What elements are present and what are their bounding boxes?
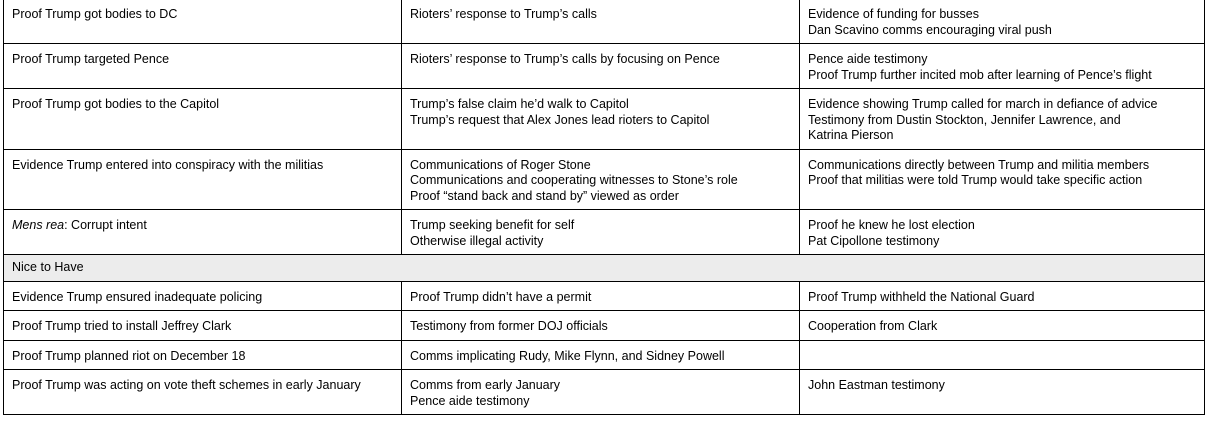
cell-line: Proof Trump got bodies to the Capitol — [12, 97, 220, 111]
table-cell — [800, 281, 1205, 311]
cell-line — [12, 218, 393, 234]
cell-line: Pence aide testimony — [808, 52, 928, 66]
cell-line: Proof he knew he lost election — [808, 218, 975, 232]
table-cell — [800, 89, 1205, 150]
table-row — [4, 89, 1205, 150]
table-cell — [402, 370, 800, 415]
cell-line: Evidence Trump entered into conspiracy with the militias — [12, 157, 324, 172]
cell-line: Comms implicating Rudy, Mike Flynn, and Sidney Powell — [410, 348, 725, 363]
table-cell — [4, 210, 402, 255]
cell-text: : Corrupt intent — [64, 218, 147, 232]
table-row — [4, 210, 1205, 255]
table-row — [4, 311, 1205, 341]
cell-line: Testimony from Dustin Stockton, Jennifer Lawrence, and — [808, 112, 1121, 127]
table-cell — [4, 89, 402, 150]
table-cell — [4, 370, 402, 415]
cell-line: Proof “stand back and stand by” viewed as order — [410, 188, 679, 203]
cell-line: Proof Trump didn’t have a permit — [410, 289, 592, 304]
section-header-row — [4, 255, 1205, 282]
table-cell — [800, 149, 1205, 210]
cell-line: John Eastman testimony — [808, 378, 945, 392]
table-cell — [4, 44, 402, 89]
cell-line: Proof Trump tried to install Jeffrey Clark — [12, 319, 232, 333]
table-cell — [402, 210, 800, 255]
table-cell — [4, 340, 402, 370]
cell-line: Trump’s request that Alex Jones lead rioters to Capitol — [410, 112, 710, 127]
mens-rea-italic: Mens rea — [12, 218, 65, 232]
table-cell — [800, 311, 1205, 341]
cell-line: Proof Trump got bodies to DC — [12, 7, 178, 21]
table-cell — [800, 370, 1205, 415]
section-header: Nice to Have — [4, 255, 1205, 282]
cell-line: Proof Trump was acting on vote theft schemes in early January — [12, 378, 361, 392]
cell-line: Rioters’ response to Trump’s calls by focusing on Pence — [410, 52, 720, 66]
cell-line: Communications of Roger Stone — [410, 157, 591, 172]
table-row — [4, 281, 1205, 311]
evidence-table — [3, 0, 1205, 415]
table-cell — [402, 340, 800, 370]
cell-line: Proof that militias were told Trump would take specific action — [808, 173, 1143, 187]
table-cell — [800, 44, 1205, 89]
cell-line: Evidence of funding for busses — [808, 7, 979, 21]
cell-line: Katrina Pierson — [808, 128, 894, 142]
table-row — [4, 44, 1205, 89]
table-cell — [4, 149, 402, 210]
cell-line: Proof Trump planned riot on December 18 — [12, 348, 246, 363]
cell-line — [808, 349, 1196, 365]
cell-line: Cooperation from Clark — [808, 319, 938, 333]
table-cell — [402, 89, 800, 150]
cell-line: Communications and cooperating witnesses to Stone’s role — [410, 173, 738, 187]
table-cell — [800, 340, 1205, 370]
cell-line: Dan Scavino comms encouraging viral push — [808, 22, 1052, 37]
table-cell — [800, 0, 1205, 44]
cell-line: Comms from early January — [410, 378, 561, 392]
cell-line: Proof Trump withheld the National Guard — [808, 289, 1035, 304]
table-row — [4, 340, 1205, 370]
table-cell — [4, 281, 402, 311]
table-cell — [402, 0, 800, 44]
table-row — [4, 370, 1205, 415]
cell-line: Trump’s false claim he’d walk to Capitol — [410, 97, 629, 111]
cell-line: Evidence showing Trump called for march in defiance of advice — [808, 97, 1158, 111]
cell-line: Evidence Trump ensured inadequate policing — [12, 289, 263, 304]
cell-line: Pat Cipollone testimony — [808, 233, 940, 248]
cell-line: Otherwise illegal activity — [410, 233, 544, 248]
cell-line: Trump seeking benefit for self — [410, 218, 575, 232]
table-cell — [4, 0, 402, 44]
table-cell — [402, 44, 800, 89]
cell-line: Rioters’ response to Trump’s calls — [410, 7, 597, 21]
cell-line: Proof Trump further incited mob after learning of Pence’s flight — [808, 67, 1152, 82]
table-row — [4, 0, 1205, 44]
cell-line: Testimony from former DOJ officials — [410, 319, 608, 333]
table-cell — [800, 210, 1205, 255]
table-cell — [4, 311, 402, 341]
table-cell — [402, 311, 800, 341]
table-row — [4, 149, 1205, 210]
table-cell — [402, 149, 800, 210]
table-cell — [402, 281, 800, 311]
cell-line: Proof Trump targeted Pence — [12, 52, 170, 66]
cell-line: Pence aide testimony — [410, 393, 530, 408]
cell-line: Communications directly between Trump and militia members — [808, 157, 1150, 172]
